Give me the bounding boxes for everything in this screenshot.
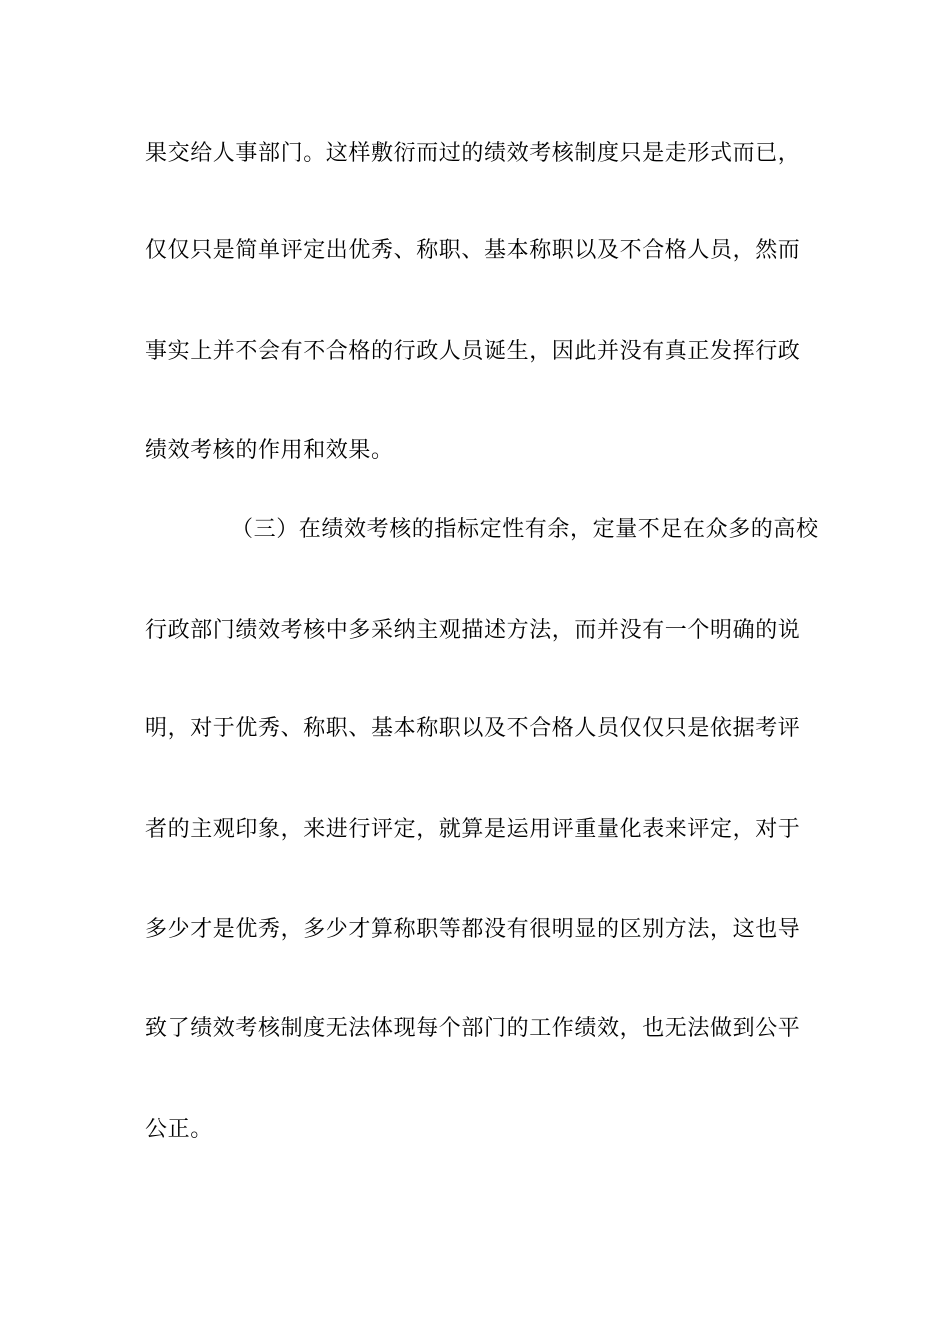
text-line: 绩效考核的作用和效果。	[145, 438, 394, 463]
section-heading-line: （三）在绩效考核的指标定性有余，定量不足在众多的高校	[231, 517, 819, 542]
text-line: 明，对于优秀、称职、基本称职以及不合格人员仅仅只是依据考评	[145, 716, 801, 741]
text-line: 行政部门绩效考核中多采纳主观描述方法，而并没有一个明确的说	[145, 618, 801, 643]
text-line: 果交给人事部门。这样敷衍而过的绩效考核制度只是走形式而已，	[145, 141, 801, 166]
text-line: 多少才是优秀，多少才算称职等都没有很明显的区别方法，这也导	[145, 917, 801, 942]
text-line: 公正。	[145, 1117, 213, 1142]
text-line: 仅仅只是简单评定出优秀、称职、基本称职以及不合格人员，然而	[145, 238, 801, 263]
text-line: 致了绩效考核制度无法体现每个部门的工作绩效，也无法做到公平	[145, 1016, 801, 1041]
text-line: 者的主观印象，来进行评定，就算是运用评重量化表来评定，对于	[145, 817, 801, 842]
text-line: 事实上并不会有不合格的行政人员诞生，因此并没有真正发挥行政	[145, 339, 801, 364]
